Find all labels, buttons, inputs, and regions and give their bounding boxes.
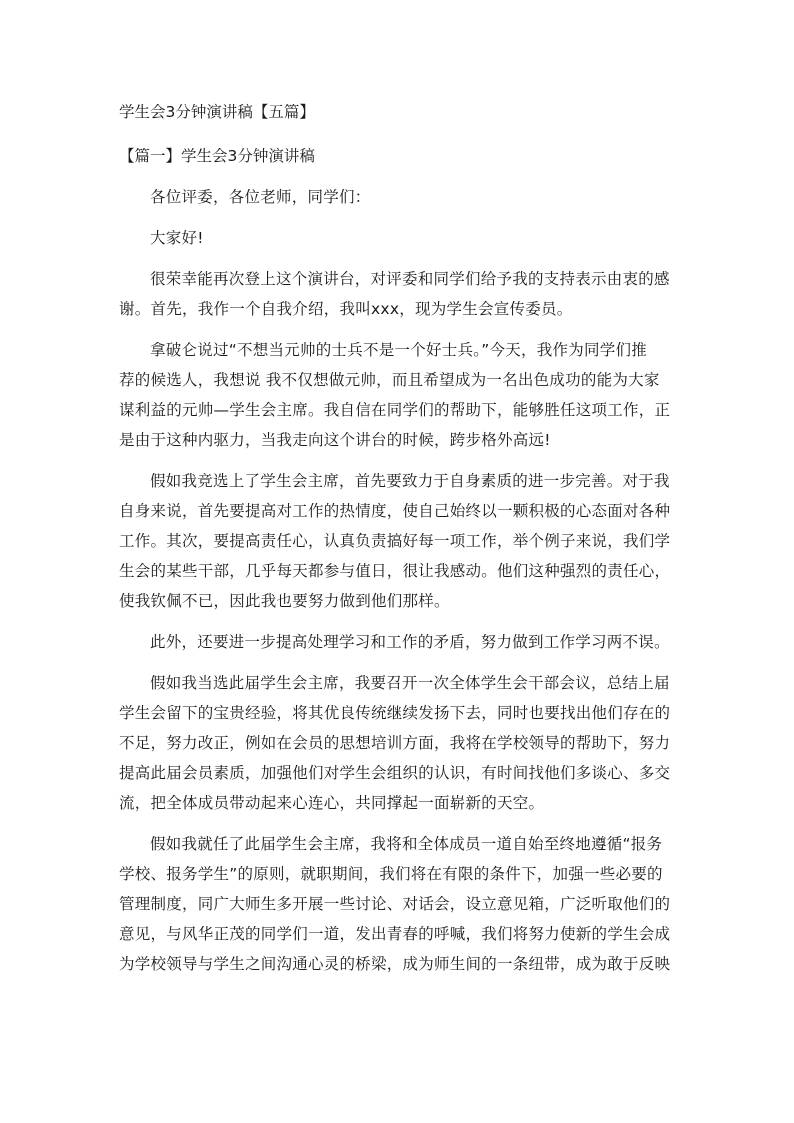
paragraph-line: 流，把全体成员带动起来心连心，共同撑起一面崭新的天空。 xyxy=(119,794,545,812)
paragraph-line: 自身来说，首先要提高对工作的热情度，使自己始终以一颗积极的心态面对各种 xyxy=(119,502,671,520)
paragraph xyxy=(119,829,679,979)
paragraph-line: 使我钦佩不已，因此我也要努力做到他们那样。 xyxy=(119,592,450,610)
paragraph-line: 谋利益的元帅—学生会主席。我自信在同学们的帮助下，能够胜任这项工作，正 xyxy=(119,401,671,419)
paragraph-line: 荐的候选人，我想说 我不仅想做元帅，而且希望成为一名出色成功的能为大家 xyxy=(119,371,660,389)
paragraph xyxy=(119,627,679,657)
paragraph-line: 假如我当选此届学生会主席，我要召开一次全体学生会干部会议，总结上届 xyxy=(150,674,670,692)
paragraph-line: 假如我竞选上了学生会主席，首先要致力于自身素质的进一步完善。对于我 xyxy=(150,472,670,490)
paragraph-line: 管理制度，同广大师生多开展一些讨论、对话会，设立意见箱，广泛听取他们的 xyxy=(119,895,671,913)
paragraph-line: 不足，努力改正，例如在会员的思想培训方面，我将在学校领导的帮助下，努力 xyxy=(119,734,671,752)
paragraph xyxy=(119,182,679,212)
speech-body xyxy=(119,182,679,990)
paragraph-line: 生会的某些干部，几乎每天都参与值日，很让我感动。他们这种强烈的责任心， xyxy=(119,562,671,580)
paragraph-line: 大家好! xyxy=(150,229,204,247)
paragraph xyxy=(119,264,679,324)
paragraph xyxy=(119,668,679,818)
section-heading: 【篇一】学生会3分钟演讲稿 xyxy=(119,147,315,165)
paragraph-line: 此外，还要进一步提高处理学习和工作的矛盾，努力做到工作学习两不误。 xyxy=(150,633,670,651)
paragraph xyxy=(119,466,679,616)
document-title: 学生会3分钟演讲稿【五篇】 xyxy=(119,103,315,121)
paragraph xyxy=(119,335,679,455)
paragraph xyxy=(119,223,679,253)
paragraph-line: 学生会留下的宝贵经验，将其优良传统继续发扬下去，同时也要找出他们存在的 xyxy=(119,704,671,722)
paragraph-line: 提高此届会员素质，加强他们对学生会组织的认识，有时间找他们多谈心、多交 xyxy=(119,764,671,782)
paragraph-line: 各位评委，各位老师，同学们： xyxy=(150,188,371,206)
paragraph-line: 谢。首先，我作一个自我介绍，我叫xxx，现为学生会宣传委员。 xyxy=(119,300,573,318)
paragraph-line: 学校、报务学生”的原则，就职期间，我们将在有限的条件下，加强一些必要的 xyxy=(119,865,663,883)
paragraph-line: 假如我就任了此届学生会主席，我将和全体成员一道自始至终地遵循“报务 xyxy=(150,835,663,853)
paragraph-line: 工作。其次，要提高责任心，认真负责搞好每一项工作，举个例子来说，我们学 xyxy=(119,532,671,550)
paragraph-line: 是由于这种内驱力，当我走向这个讲台的时候，跨步格外高远! xyxy=(119,431,551,449)
paragraph-line: 意见，与风华正茂的同学们一道，发出青春的呼喊，我们将努力使新的学生会成 xyxy=(119,925,671,943)
paragraph-line: 拿破仑说过“不想当元帅的士兵不是一个好士兵。”今天，我作为同学们推 xyxy=(150,341,648,359)
paragraph-line: 为学校领导与学生之间沟通心灵的桥梁，成为师生间的一条纽带，成为敢于反映 xyxy=(119,955,671,973)
paragraph-line: 很荣幸能再次登上这个演讲台，对评委和同学们给予我的支持表示由衷的感 xyxy=(150,270,670,288)
